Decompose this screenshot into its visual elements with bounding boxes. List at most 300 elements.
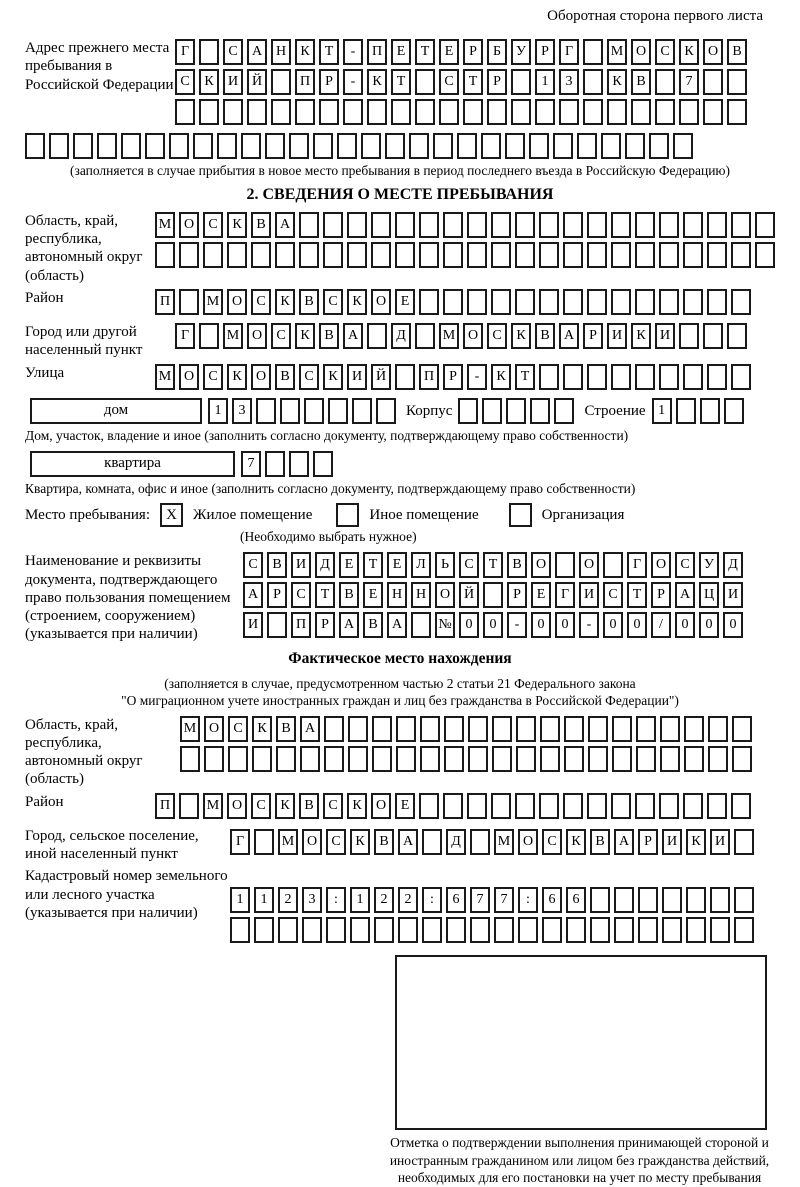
char-cell[interactable]: И (723, 582, 743, 608)
char-cell[interactable]: 1 (208, 398, 228, 424)
char-cell[interactable]: С (175, 69, 195, 95)
char-cell[interactable] (278, 917, 298, 943)
char-cell[interactable] (732, 746, 752, 772)
char-cell[interactable]: Р (507, 582, 527, 608)
char-cell[interactable] (483, 582, 503, 608)
char-cell[interactable] (539, 364, 559, 390)
char-cell[interactable] (577, 133, 597, 159)
char-cell[interactable]: Н (271, 39, 291, 65)
char-cell[interactable] (700, 398, 720, 424)
char-cell[interactable]: 0 (459, 612, 479, 638)
char-cell[interactable] (554, 398, 574, 424)
char-cell[interactable]: К (679, 39, 699, 65)
char-cell[interactable]: О (302, 829, 322, 855)
char-cell[interactable] (559, 99, 579, 125)
char-cell[interactable] (732, 716, 752, 742)
char-cell[interactable] (395, 364, 415, 390)
char-cell[interactable]: - (507, 612, 527, 638)
char-cell[interactable]: О (435, 582, 455, 608)
char-cell[interactable] (566, 917, 586, 943)
char-cell[interactable]: 3 (559, 69, 579, 95)
dom-box[interactable]: дом (30, 398, 202, 424)
char-cell[interactable] (348, 716, 368, 742)
char-cell[interactable]: М (203, 793, 223, 819)
char-cell[interactable] (635, 212, 655, 238)
char-cell[interactable] (731, 212, 751, 238)
char-cell[interactable]: Й (247, 69, 267, 95)
char-cell[interactable]: П (291, 612, 311, 638)
char-cell[interactable] (588, 746, 608, 772)
char-cell[interactable]: Р (535, 39, 555, 65)
char-cell[interactable]: В (319, 323, 339, 349)
char-cell[interactable] (396, 746, 416, 772)
char-cell[interactable]: О (531, 552, 551, 578)
char-cell[interactable] (635, 242, 655, 268)
char-cell[interactable] (511, 69, 531, 95)
char-cell[interactable] (755, 242, 775, 268)
char-cell[interactable]: О (227, 793, 247, 819)
char-cell[interactable] (180, 746, 200, 772)
char-cell[interactable] (223, 99, 243, 125)
char-cell[interactable] (391, 99, 411, 125)
char-cell[interactable] (649, 133, 669, 159)
char-cell[interactable]: И (347, 364, 367, 390)
char-cell[interactable] (352, 398, 372, 424)
checkbox-inoe[interactable] (336, 503, 359, 527)
char-cell[interactable]: П (155, 793, 175, 819)
char-cell[interactable]: В (275, 364, 295, 390)
char-cell[interactable]: С (323, 289, 343, 315)
char-cell[interactable]: Е (387, 552, 407, 578)
char-cell[interactable] (564, 716, 584, 742)
char-cell[interactable]: С (542, 829, 562, 855)
char-cell[interactable]: М (155, 212, 175, 238)
char-cell[interactable]: 3 (302, 887, 322, 913)
char-cell[interactable]: С (271, 323, 291, 349)
char-cell[interactable] (703, 323, 723, 349)
char-cell[interactable] (179, 289, 199, 315)
char-cell[interactable] (326, 917, 346, 943)
char-cell[interactable] (443, 289, 463, 315)
char-cell[interactable] (659, 242, 679, 268)
char-cell[interactable]: К (295, 39, 315, 65)
char-cell[interactable] (289, 133, 309, 159)
char-cell[interactable] (611, 212, 631, 238)
char-cell[interactable] (679, 99, 699, 125)
char-cell[interactable] (415, 69, 435, 95)
char-cell[interactable] (708, 746, 728, 772)
char-cell[interactable]: Р (463, 39, 483, 65)
char-cell[interactable]: О (247, 323, 267, 349)
char-cell[interactable] (679, 323, 699, 349)
char-cell[interactable] (337, 133, 357, 159)
char-cell[interactable] (433, 133, 453, 159)
char-cell[interactable]: К (347, 793, 367, 819)
char-cell[interactable]: С (655, 39, 675, 65)
char-cell[interactable] (539, 289, 559, 315)
char-cell[interactable] (422, 917, 442, 943)
char-cell[interactable]: Е (439, 39, 459, 65)
char-cell[interactable]: И (655, 323, 675, 349)
char-cell[interactable]: 0 (603, 612, 623, 638)
char-cell[interactable]: О (463, 323, 483, 349)
char-cell[interactable] (385, 133, 405, 159)
char-cell[interactable]: 0 (627, 612, 647, 638)
char-cell[interactable]: П (367, 39, 387, 65)
char-cell[interactable] (587, 242, 607, 268)
char-cell[interactable]: М (180, 716, 200, 742)
char-cell[interactable] (228, 746, 248, 772)
char-cell[interactable] (267, 612, 287, 638)
char-cell[interactable] (655, 99, 675, 125)
char-cell[interactable]: 7 (494, 887, 514, 913)
char-cell[interactable]: В (339, 582, 359, 608)
char-cell[interactable] (727, 69, 747, 95)
char-cell[interactable] (686, 917, 706, 943)
char-cell[interactable] (707, 364, 727, 390)
char-cell[interactable] (217, 133, 237, 159)
char-cell[interactable]: К (686, 829, 706, 855)
char-cell[interactable] (324, 746, 344, 772)
char-cell[interactable] (590, 887, 610, 913)
char-cell[interactable]: А (343, 323, 363, 349)
char-cell[interactable] (710, 917, 730, 943)
char-cell[interactable]: О (579, 552, 599, 578)
char-cell[interactable] (724, 398, 744, 424)
char-cell[interactable]: 6 (566, 887, 586, 913)
char-cell[interactable] (256, 398, 276, 424)
char-cell[interactable]: С (487, 323, 507, 349)
char-cell[interactable] (684, 746, 704, 772)
char-cell[interactable]: Г (230, 829, 250, 855)
char-cell[interactable]: К (199, 69, 219, 95)
char-cell[interactable]: Е (391, 39, 411, 65)
char-cell[interactable]: М (203, 289, 223, 315)
char-cell[interactable]: С (323, 793, 343, 819)
char-cell[interactable]: Е (339, 552, 359, 578)
char-cell[interactable]: К (347, 289, 367, 315)
char-cell[interactable] (252, 746, 272, 772)
char-cell[interactable] (313, 451, 333, 477)
char-cell[interactable]: 0 (723, 612, 743, 638)
char-cell[interactable]: Р (315, 612, 335, 638)
char-cell[interactable] (636, 716, 656, 742)
char-cell[interactable] (439, 99, 459, 125)
char-cell[interactable]: К (566, 829, 586, 855)
char-cell[interactable]: 7 (679, 69, 699, 95)
char-cell[interactable] (199, 323, 219, 349)
char-cell[interactable] (539, 793, 559, 819)
char-cell[interactable] (636, 746, 656, 772)
char-cell[interactable] (683, 364, 703, 390)
char-cell[interactable] (444, 716, 464, 742)
char-cell[interactable]: И (291, 552, 311, 578)
char-cell[interactable] (289, 451, 309, 477)
char-cell[interactable]: К (511, 323, 531, 349)
char-cell[interactable]: Т (315, 582, 335, 608)
char-cell[interactable]: А (387, 612, 407, 638)
char-cell[interactable]: В (363, 612, 383, 638)
char-cell[interactable] (535, 99, 555, 125)
char-cell[interactable]: К (252, 716, 272, 742)
char-cell[interactable]: В (276, 716, 296, 742)
char-cell[interactable] (614, 917, 634, 943)
char-cell[interactable]: - (343, 69, 363, 95)
char-cell[interactable]: А (300, 716, 320, 742)
char-cell[interactable] (415, 323, 435, 349)
char-cell[interactable] (169, 133, 189, 159)
char-cell[interactable]: Р (583, 323, 603, 349)
char-cell[interactable]: 0 (483, 612, 503, 638)
char-cell[interactable] (587, 212, 607, 238)
char-cell[interactable] (734, 917, 754, 943)
char-cell[interactable]: 2 (374, 887, 394, 913)
char-cell[interactable]: К (275, 289, 295, 315)
char-cell[interactable]: С (203, 212, 223, 238)
char-cell[interactable]: А (243, 582, 263, 608)
char-cell[interactable] (419, 289, 439, 315)
char-cell[interactable]: И (579, 582, 599, 608)
char-cell[interactable] (635, 793, 655, 819)
char-cell[interactable]: Р (267, 582, 287, 608)
char-cell[interactable] (683, 212, 703, 238)
char-cell[interactable] (361, 133, 381, 159)
char-cell[interactable]: М (607, 39, 627, 65)
char-cell[interactable] (731, 242, 751, 268)
char-cell[interactable] (145, 133, 165, 159)
char-cell[interactable]: К (275, 793, 295, 819)
char-cell[interactable]: Г (559, 39, 579, 65)
char-cell[interactable]: В (251, 212, 271, 238)
char-cell[interactable] (415, 99, 435, 125)
char-cell[interactable] (367, 323, 387, 349)
char-cell[interactable] (731, 364, 751, 390)
char-cell[interactable] (247, 99, 267, 125)
char-cell[interactable]: 1 (254, 887, 274, 913)
char-cell[interactable] (686, 887, 706, 913)
char-cell[interactable] (611, 289, 631, 315)
char-cell[interactable]: В (267, 552, 287, 578)
char-cell[interactable]: О (179, 212, 199, 238)
char-cell[interactable]: С (603, 582, 623, 608)
char-cell[interactable] (727, 99, 747, 125)
char-cell[interactable] (614, 887, 634, 913)
char-cell[interactable]: М (439, 323, 459, 349)
char-cell[interactable] (97, 133, 117, 159)
char-cell[interactable] (491, 793, 511, 819)
char-cell[interactable] (563, 242, 583, 268)
char-cell[interactable] (419, 212, 439, 238)
char-cell[interactable] (659, 212, 679, 238)
char-cell[interactable]: С (439, 69, 459, 95)
char-cell[interactable]: М (223, 323, 243, 349)
char-cell[interactable] (662, 917, 682, 943)
char-cell[interactable] (482, 398, 502, 424)
char-cell[interactable]: М (494, 829, 514, 855)
char-cell[interactable]: О (371, 793, 391, 819)
char-cell[interactable] (398, 917, 418, 943)
char-cell[interactable] (655, 69, 675, 95)
char-cell[interactable]: С (675, 552, 695, 578)
char-cell[interactable] (409, 133, 429, 159)
char-cell[interactable]: Р (487, 69, 507, 95)
char-cell[interactable] (659, 364, 679, 390)
char-cell[interactable]: 6 (542, 887, 562, 913)
char-cell[interactable] (199, 39, 219, 65)
char-cell[interactable]: С (291, 582, 311, 608)
char-cell[interactable] (518, 917, 538, 943)
char-cell[interactable]: Г (627, 552, 647, 578)
char-cell[interactable]: В (299, 289, 319, 315)
char-cell[interactable] (542, 917, 562, 943)
char-cell[interactable]: О (631, 39, 651, 65)
char-cell[interactable] (350, 917, 370, 943)
char-cell[interactable] (710, 887, 730, 913)
char-cell[interactable]: 7 (241, 451, 261, 477)
char-cell[interactable]: Д (446, 829, 466, 855)
char-cell[interactable]: Д (315, 552, 335, 578)
char-cell[interactable]: Н (411, 582, 431, 608)
char-cell[interactable]: С (228, 716, 248, 742)
char-cell[interactable] (662, 887, 682, 913)
char-cell[interactable] (612, 716, 632, 742)
char-cell[interactable]: О (227, 289, 247, 315)
char-cell[interactable] (49, 133, 69, 159)
char-cell[interactable]: - (467, 364, 487, 390)
char-cell[interactable]: К (631, 323, 651, 349)
char-cell[interactable]: К (607, 69, 627, 95)
char-cell[interactable] (611, 793, 631, 819)
char-cell[interactable] (515, 289, 535, 315)
char-cell[interactable]: Г (175, 39, 195, 65)
char-cell[interactable] (467, 212, 487, 238)
char-cell[interactable] (254, 917, 274, 943)
char-cell[interactable]: С (251, 289, 271, 315)
char-cell[interactable]: Р (651, 582, 671, 608)
char-cell[interactable]: О (703, 39, 723, 65)
char-cell[interactable]: Й (371, 364, 391, 390)
char-cell[interactable]: 0 (555, 612, 575, 638)
char-cell[interactable] (458, 398, 478, 424)
kvartira-box[interactable]: квартира (30, 451, 235, 477)
char-cell[interactable] (734, 829, 754, 855)
char-cell[interactable] (299, 242, 319, 268)
char-cell[interactable] (121, 133, 141, 159)
char-cell[interactable] (540, 746, 560, 772)
char-cell[interactable]: Ь (435, 552, 455, 578)
char-cell[interactable] (419, 793, 439, 819)
char-cell[interactable]: : (518, 887, 538, 913)
char-cell[interactable] (540, 716, 560, 742)
char-cell[interactable]: М (278, 829, 298, 855)
char-cell[interactable] (443, 212, 463, 238)
char-cell[interactable] (707, 212, 727, 238)
char-cell[interactable]: С (223, 39, 243, 65)
char-cell[interactable] (468, 746, 488, 772)
char-cell[interactable]: О (204, 716, 224, 742)
char-cell[interactable] (155, 242, 175, 268)
char-cell[interactable] (199, 99, 219, 125)
char-cell[interactable] (304, 398, 324, 424)
char-cell[interactable] (372, 716, 392, 742)
char-cell[interactable] (271, 69, 291, 95)
char-cell[interactable]: 1 (350, 887, 370, 913)
char-cell[interactable]: С (459, 552, 479, 578)
char-cell[interactable] (371, 212, 391, 238)
char-cell[interactable] (319, 99, 339, 125)
char-cell[interactable] (638, 887, 658, 913)
char-cell[interactable] (367, 99, 387, 125)
char-cell[interactable] (275, 242, 295, 268)
char-cell[interactable] (492, 716, 512, 742)
char-cell[interactable]: - (579, 612, 599, 638)
char-cell[interactable]: К (367, 69, 387, 95)
char-cell[interactable] (731, 289, 751, 315)
char-cell[interactable]: Т (415, 39, 435, 65)
char-cell[interactable]: У (511, 39, 531, 65)
char-cell[interactable] (468, 716, 488, 742)
char-cell[interactable] (676, 398, 696, 424)
char-cell[interactable] (467, 289, 487, 315)
char-cell[interactable]: 3 (232, 398, 252, 424)
char-cell[interactable]: Ц (699, 582, 719, 608)
char-cell[interactable]: А (559, 323, 579, 349)
char-cell[interactable] (251, 242, 271, 268)
char-cell[interactable] (492, 746, 512, 772)
char-cell[interactable]: В (299, 793, 319, 819)
char-cell[interactable]: Б (487, 39, 507, 65)
char-cell[interactable]: У (699, 552, 719, 578)
char-cell[interactable] (374, 917, 394, 943)
char-cell[interactable] (313, 133, 333, 159)
char-cell[interactable] (607, 99, 627, 125)
char-cell[interactable]: К (323, 364, 343, 390)
char-cell[interactable] (631, 99, 651, 125)
char-cell[interactable]: В (631, 69, 651, 95)
char-cell[interactable] (179, 793, 199, 819)
char-cell[interactable] (343, 99, 363, 125)
char-cell[interactable] (515, 793, 535, 819)
char-cell[interactable]: / (651, 612, 671, 638)
char-cell[interactable] (564, 746, 584, 772)
char-cell[interactable] (587, 289, 607, 315)
char-cell[interactable]: А (398, 829, 418, 855)
char-cell[interactable]: : (326, 887, 346, 913)
char-cell[interactable] (443, 242, 463, 268)
char-cell[interactable] (553, 133, 573, 159)
char-cell[interactable]: - (343, 39, 363, 65)
char-cell[interactable]: Е (531, 582, 551, 608)
char-cell[interactable]: Р (443, 364, 463, 390)
char-cell[interactable]: К (227, 364, 247, 390)
char-cell[interactable] (347, 212, 367, 238)
char-cell[interactable] (328, 398, 348, 424)
char-cell[interactable] (193, 133, 213, 159)
char-cell[interactable]: О (518, 829, 538, 855)
char-cell[interactable]: В (727, 39, 747, 65)
char-cell[interactable] (683, 793, 703, 819)
char-cell[interactable]: В (535, 323, 555, 349)
char-cell[interactable]: А (614, 829, 634, 855)
char-cell[interactable]: Г (175, 323, 195, 349)
char-cell[interactable]: Д (723, 552, 743, 578)
char-cell[interactable] (708, 716, 728, 742)
char-cell[interactable] (470, 829, 490, 855)
char-cell[interactable]: Р (319, 69, 339, 95)
char-cell[interactable]: 1 (230, 887, 250, 913)
char-cell[interactable] (280, 398, 300, 424)
char-cell[interactable] (601, 133, 621, 159)
